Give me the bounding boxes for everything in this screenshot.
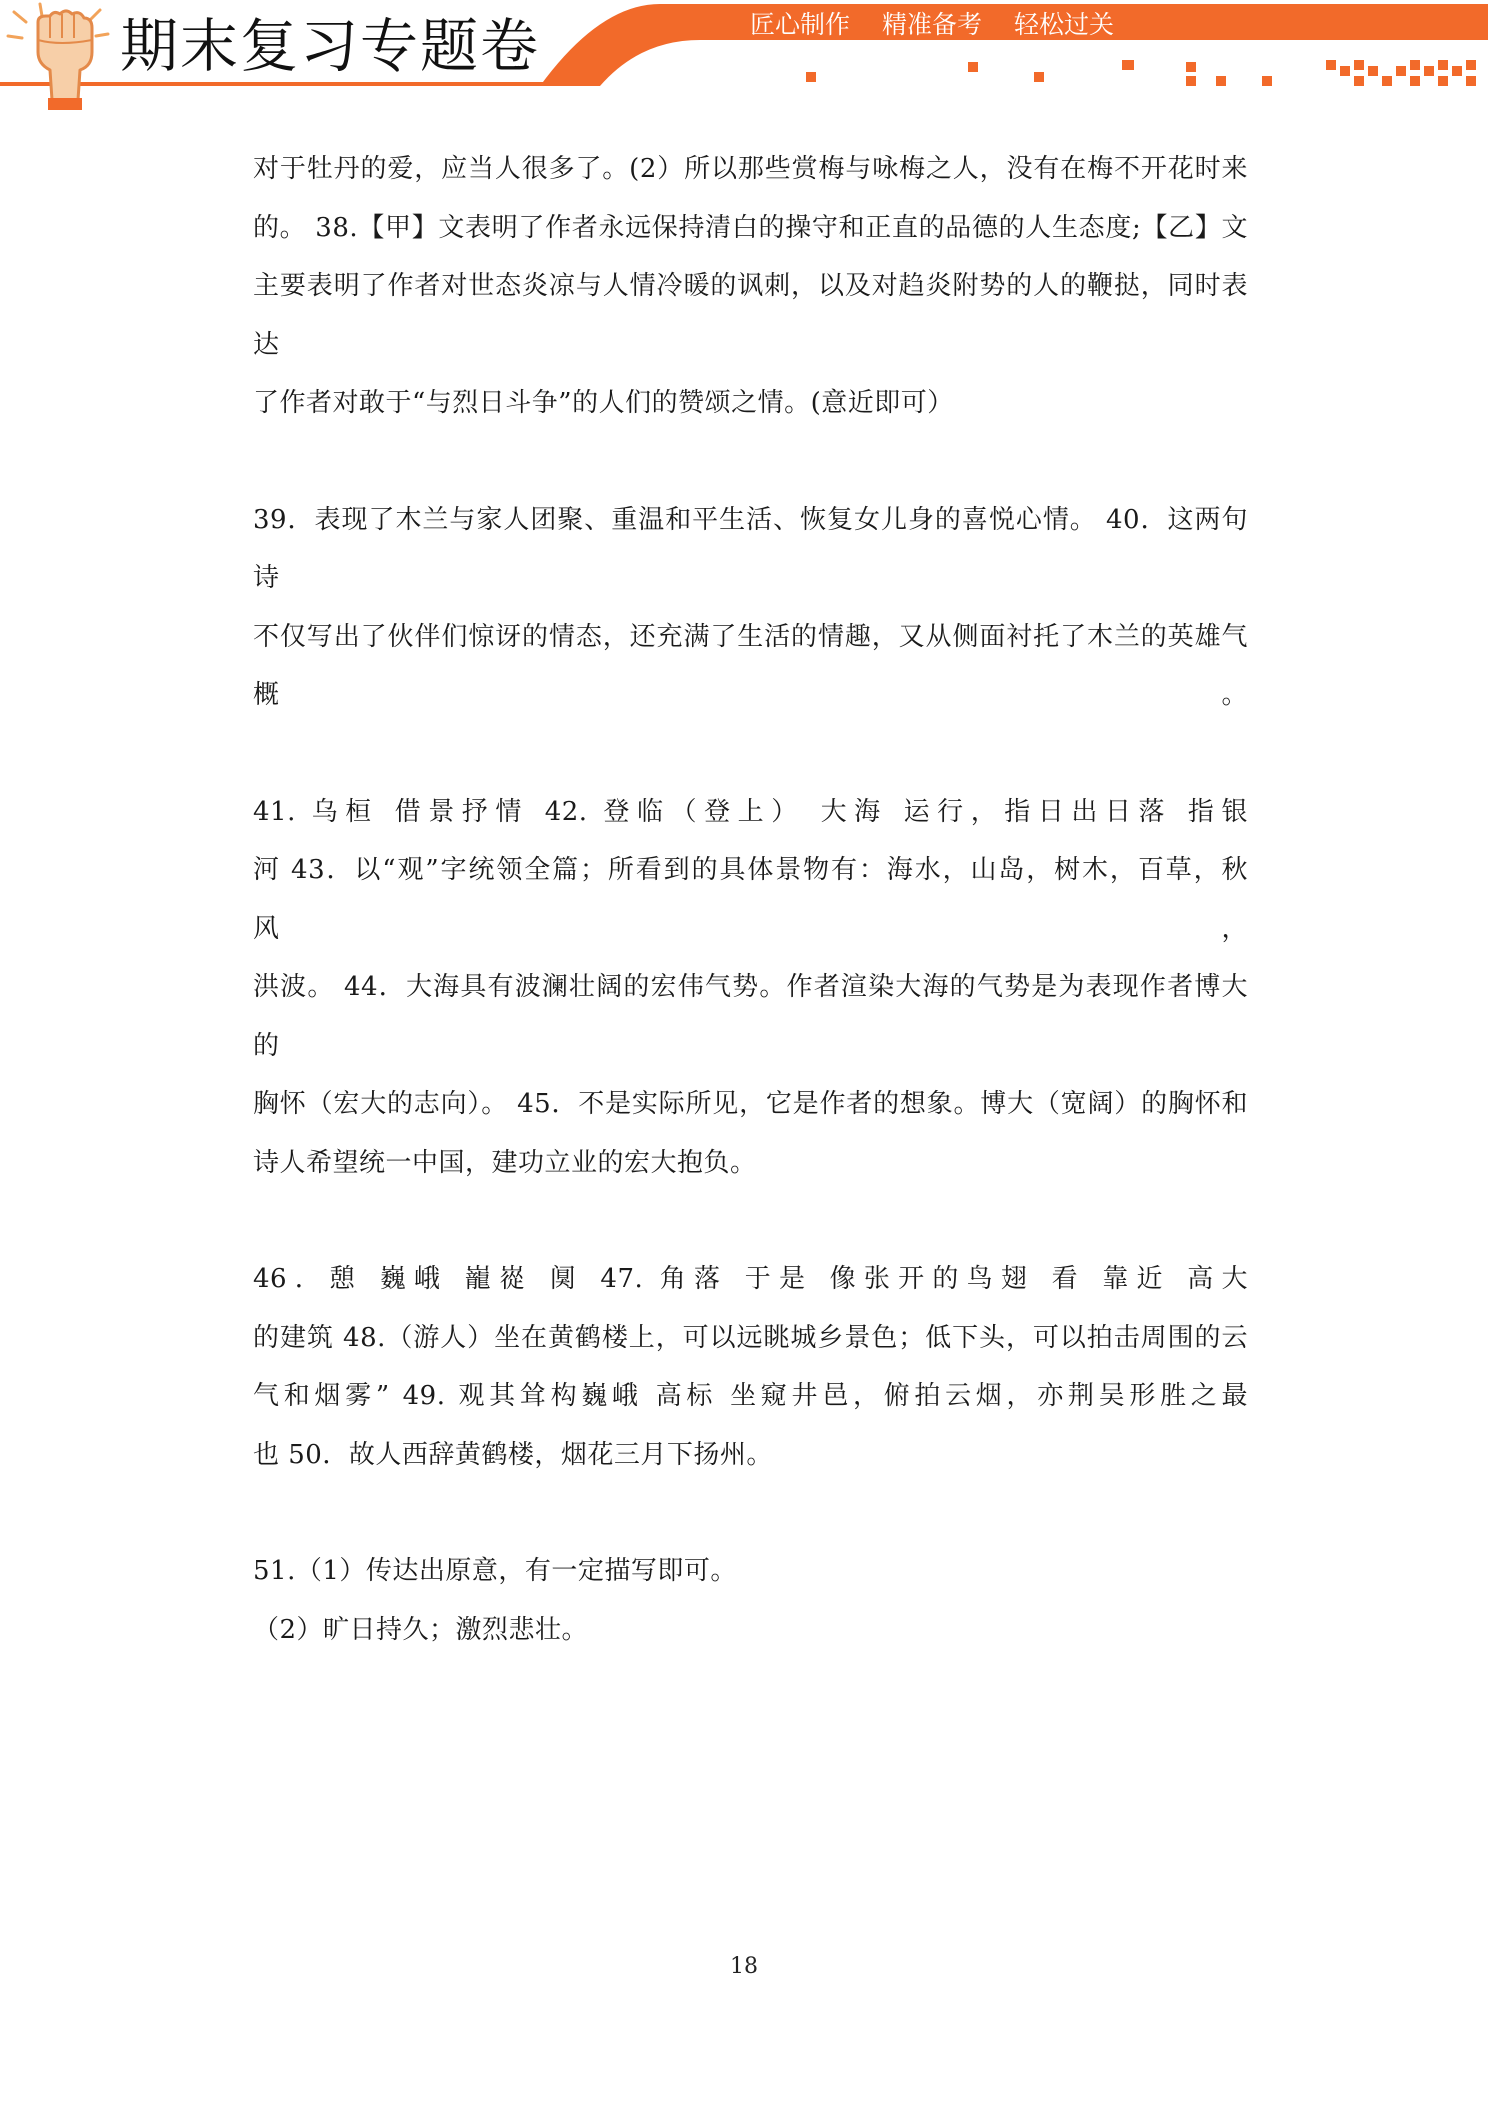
answer-paragraph-1: [253, 140, 1248, 433]
header-title: 期末复习专题卷: [120, 12, 541, 80]
text-line: （2）旷日持久；激烈悲壮。: [253, 1614, 589, 1645]
header-slogan-3: 轻松过关: [1013, 10, 1114, 39]
text-line: 了作者对敢于“与烈日斗争”的人们的赞颂之情。(意近即可）: [253, 388, 954, 418]
text-line: 51.（1）传达出原意，有一定描写即可。: [253, 1556, 737, 1586]
page-number: 18: [730, 1954, 758, 1979]
fist-icon: [0, 0, 120, 110]
text-line: 河 43．以“观”字统领全篇；所看到的具体景物有：海水，山岛，树木，百草，秋风，: [253, 855, 1248, 944]
answer-content: [253, 140, 1248, 1717]
header-slogan-2: 精准备考: [881, 10, 982, 39]
text-line: 对于牡丹的爱，应当人很多了。(2）所以那些赏梅与咏梅之人，没有在梅不开花时来: [253, 154, 1248, 184]
text-line: 洪波。 44．大海具有波澜壮阔的宏伟气势。作者渲染大海的气势是为表现作者博大的: [253, 972, 1248, 1061]
text-line: 胸怀（宏大的志向）。 45．不是实际所见，它是作者的想象。博大（宽阔）的胸怀和: [253, 1089, 1248, 1119]
text-line: 也 50．故人西辞黄鹤楼，烟花三月下扬州。: [253, 1439, 773, 1470]
text-line: 的。 38.【甲】文表明了作者永远保持清白的操守和正直的品德的人生态度;【乙】文: [253, 212, 1248, 243]
text-line: 41. 乌桓 借景抒情 42. 登临（登上） 大海 运行，指日出日落 指银: [253, 796, 1248, 827]
banner-dashes: [806, 60, 1476, 86]
text-line: 诗人希望统一中国，建功立业的宏大抱负。: [253, 1147, 757, 1178]
text-line: 气和烟雾” 49. 观其耸构巍峨 高标 坐窥井邑，俯拍云烟，亦荆吴形胜之最: [253, 1381, 1248, 1411]
answer-paragraph-2: [253, 491, 1248, 725]
text-line: 主要表明了作者对世态炎凉与人情冷暖的讽刺，以及对趋炎附势的人的鞭挞，同时表达: [253, 271, 1248, 360]
header-slogans: [750, 8, 1138, 42]
text-line: 39．表现了木兰与家人团聚、重温和平生活、恢复女儿身的喜悦心情。 40．这两句诗: [253, 504, 1248, 593]
answer-paragraph-5: [253, 1542, 1248, 1659]
answer-paragraph-3: [253, 783, 1248, 1193]
text-line: 46．憩 巍峨 巃嵸 阒 47. 角落 于是 像张开的鸟翅 看 靠近 高大: [253, 1264, 1248, 1294]
text-line: 的建筑 48.（游人）坐在黄鹤楼上，可以远眺城乡景色；低下头，可以拍击周围的云: [253, 1322, 1248, 1353]
page-header: [0, 0, 1488, 110]
answer-paragraph-4: [253, 1250, 1248, 1484]
header-slogan-1: 匠心制作: [750, 10, 851, 39]
text-line: 不仅写出了伙伴们惊讶的情态，还充满了生活的情趣，又从侧面衬托了木兰的英雄气概。: [253, 621, 1248, 710]
